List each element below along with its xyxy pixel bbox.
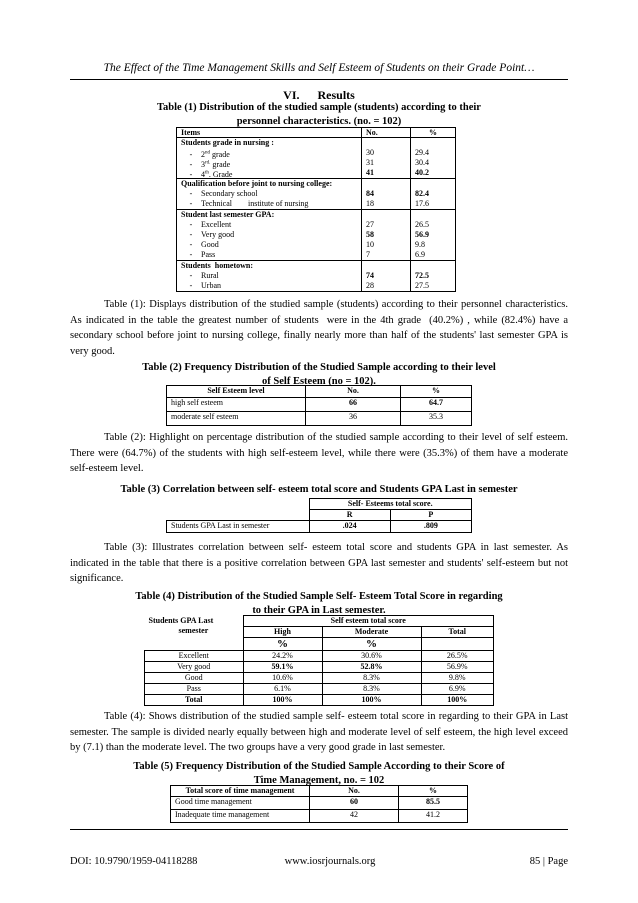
table3-col-p: P xyxy=(390,510,471,521)
table2-col-no: No. xyxy=(306,386,401,398)
table2-cell: 36 xyxy=(306,412,401,426)
table1-cell: 72.5 xyxy=(415,271,429,280)
table3-cell: Students GPA Last in semester xyxy=(167,521,310,533)
table3-corner xyxy=(167,499,310,521)
table1-cell: 31 xyxy=(366,158,374,167)
footer-page: 85 | Page xyxy=(529,856,568,867)
table4-group-header: Self esteem total score xyxy=(243,616,494,627)
table2-caption-line2: of Self Esteem (no = 102). xyxy=(262,376,376,387)
table1-cell: 27 xyxy=(366,220,374,229)
table4-cell: 8.3% xyxy=(322,673,421,684)
table4-row xyxy=(145,673,494,684)
table5-cell: 42 xyxy=(310,810,399,823)
table1-group-gpa-title: Student last semester GPA: xyxy=(181,210,275,219)
table4-total-row xyxy=(145,695,494,706)
table2-caption-line1: Table (2) Frequency Distribution of the Studied Sample according to their level xyxy=(142,362,496,373)
table2 xyxy=(166,385,472,426)
table4-cell: 8.3% xyxy=(322,684,421,695)
table1-group-gpa-no xyxy=(362,210,411,261)
table1-col-pct: % xyxy=(411,128,456,138)
running-header: The Effect of the Time Management Skills and Self Esteem of Students on their Grade Point… xyxy=(103,62,535,74)
table2-col-pct: % xyxy=(401,386,472,398)
table1-group-grade-title: Students grade in nursing : xyxy=(181,138,274,147)
table1-row: - Good xyxy=(189,240,219,249)
table1-cell: 29.4 xyxy=(415,148,429,157)
table4-caption-line1: Table (4) Distribution of the Studied Sample Self- Esteem Total Score in regarding xyxy=(135,591,503,602)
table1-cell: 30 xyxy=(366,148,374,157)
table1-row: - Urban xyxy=(189,281,221,290)
table1-cell: 6.9 xyxy=(415,250,425,259)
table4-cell: Excellent xyxy=(145,651,244,662)
table1-cell: 58 xyxy=(366,230,374,239)
table1-row: - Technical institute of nursing xyxy=(189,199,309,208)
table1-row: - Pass xyxy=(189,250,216,259)
table1-caption xyxy=(70,101,568,129)
table4-unit-moderate: % xyxy=(322,638,421,651)
table5-col-pct: % xyxy=(399,786,468,797)
table5-cell: Inadequate time management xyxy=(171,810,310,823)
table5-cell: Good time management xyxy=(171,797,310,810)
table2-cell: high self esteem xyxy=(167,398,306,412)
table1-group-grade-no xyxy=(362,138,411,179)
table3 xyxy=(166,498,472,533)
table1-group-grade-labels xyxy=(177,138,362,179)
table1-group-qualification xyxy=(177,179,456,210)
footer-rule xyxy=(70,829,568,830)
table1-row: - Secondary school xyxy=(189,189,258,198)
table1-col-no: No. xyxy=(362,128,411,138)
table1-cell: 7 xyxy=(366,250,370,259)
table4-row-header xyxy=(145,616,244,651)
table5-row xyxy=(171,797,468,810)
table1-group-hometown-no xyxy=(362,261,411,292)
table4 xyxy=(144,615,494,706)
table4-cell: 100% xyxy=(243,695,322,706)
table1-caption-line1: Table (1) Distribution of the studied sample (students) according to their xyxy=(157,102,481,113)
footer-doi: DOI: 10.9790/1959-04118288 xyxy=(70,856,198,867)
table3-row xyxy=(167,521,472,533)
table4-cell: 30.6% xyxy=(322,651,421,662)
table4-cell: Very good xyxy=(145,662,244,673)
table2-row xyxy=(167,398,472,412)
table1-group-hometown-title: Students hometown: xyxy=(181,261,254,270)
table2-col-level: Self Esteem level xyxy=(167,386,306,398)
table3-cell: .024 xyxy=(309,521,390,533)
table3-caption: Table (3) Correlation between self- esteem total score and Students GPA Last in semester xyxy=(120,484,518,495)
table2-cell: 35.3 xyxy=(401,412,472,426)
table4-cell: 24.2% xyxy=(243,651,322,662)
table2-cell: moderate self esteem xyxy=(167,412,306,426)
table5-caption-line1: Table (5) Frequency Distribution of the Studied Sample According to their Score of xyxy=(133,761,505,772)
table1-col-items: Items xyxy=(177,128,362,138)
paragraph-table1: Table (1): Displays distribution of the studied sample (students) according to their personnel characteristics. As indicated in the table the greatest number of students were in the 4th grade (40.2%) , while (82.4%) have a secondary school before joint to nursing college, finally nearly more than half of the students' last semester GPA is very good. xyxy=(70,299,568,357)
table5-cell: 85.5 xyxy=(399,797,468,810)
table5-col-no: No. xyxy=(310,786,399,797)
paragraph-table4: Table (4): Shows distribution of the studied sample self- esteem total score in regarding to their GPA in Last semester. The sample is divided nearly equally between high and moderate level of self esteem, the high level exceed by (7.1) than the moderate level. The two groups have a very good grade in last semester. xyxy=(70,711,568,753)
table3-group-header: Self- Esteems total score. xyxy=(309,499,472,510)
table1-header-row xyxy=(177,128,456,138)
table1-group-hometown-pct xyxy=(411,261,456,292)
table2-cell: 66 xyxy=(306,398,401,412)
table5-caption-line2: Time Management, no. = 102 xyxy=(253,775,385,786)
table4-cell: 10.6% xyxy=(243,673,322,684)
table1-cell: 82.4 xyxy=(415,189,429,198)
table4-col-moderate: Moderate xyxy=(322,627,421,638)
table1-cell: 9.8 xyxy=(415,240,425,249)
table1-caption-line2: personnel characteristics. (no. = 102) xyxy=(236,116,402,127)
table1-cell: 56.9 xyxy=(415,230,429,239)
table4-unit-high: % xyxy=(243,638,322,651)
table1-group-gpa-pct xyxy=(411,210,456,261)
table4-cell: 100% xyxy=(322,695,421,706)
table1-group-grade-pct xyxy=(411,138,456,179)
table4-cell: Total xyxy=(145,695,244,706)
table1-group-qualification-labels xyxy=(177,179,362,210)
table3-cell: .809 xyxy=(390,521,471,533)
table1-row: - 2nd grade xyxy=(189,149,230,159)
table5-col-score: Total score of time management xyxy=(171,786,310,797)
section-title: VI. Results xyxy=(283,88,355,102)
table4-header-row xyxy=(145,616,494,627)
table4-cell: 6.1% xyxy=(243,684,322,695)
table4-cell: 56.9% xyxy=(421,662,494,673)
table4-cell: Good xyxy=(145,673,244,684)
table5-row xyxy=(171,810,468,823)
table1-cell: 74 xyxy=(366,271,374,280)
table4-row-header-line2: semester xyxy=(178,625,209,635)
table4-cell: 59.1% xyxy=(243,662,322,673)
table1-group-qualification-pct xyxy=(411,179,456,210)
table1-cell: 26.5 xyxy=(415,220,429,229)
table1-group-qualification-title: Qualification before joint to nursing college: xyxy=(181,179,333,188)
table4-col-total: Total xyxy=(421,627,494,638)
table1-group-qualification-no xyxy=(362,179,411,210)
table4-cell: 52.8% xyxy=(322,662,421,673)
table1-cell: 40.2 xyxy=(415,168,429,177)
table4-unit-total xyxy=(421,638,494,651)
table1-cell: 27.5 xyxy=(415,281,429,290)
table4-cell: 9.8% xyxy=(421,673,494,684)
table3-header-row xyxy=(167,499,472,510)
table5-cell: 41.2 xyxy=(399,810,468,823)
table4-row xyxy=(145,684,494,695)
table4-cell: 100% xyxy=(421,695,494,706)
table2-header-row xyxy=(167,386,472,398)
header-rule xyxy=(70,79,568,80)
paragraph-table2: Table (2): Highlight on percentage distribution of the studied sample according to their level of self esteem. There were (64.7%) of the students with high self-esteem level, while there were (35.3%) of them have a moderate self-esteem level. xyxy=(70,432,568,474)
table1-cell: 18 xyxy=(366,199,374,208)
table1-group-gpa xyxy=(177,210,456,261)
table3-col-r: R xyxy=(309,510,390,521)
table2-row xyxy=(167,412,472,426)
table1-cell: 10 xyxy=(366,240,374,249)
table4-caption-line2: to their GPA in Last semester. xyxy=(252,605,386,616)
table4-col-high: High xyxy=(243,627,322,638)
table4-cell: 26.5% xyxy=(421,651,494,662)
table1-row: - Excellent xyxy=(189,220,232,229)
table1-group-hometown xyxy=(177,261,456,292)
table1-group-hometown-labels xyxy=(177,261,362,292)
table1-row: - Rural xyxy=(189,271,219,280)
table4-cell: Pass xyxy=(145,684,244,695)
table4-row-header-line1: Students GPA Last xyxy=(148,615,214,625)
table5-header-row xyxy=(171,786,468,797)
table1 xyxy=(176,127,456,292)
table1-group-grade xyxy=(177,138,456,179)
table4-row xyxy=(145,651,494,662)
table1-cell: 17.6 xyxy=(415,199,429,208)
table5 xyxy=(170,785,468,823)
table1-cell: 41 xyxy=(366,168,374,177)
table4-row xyxy=(145,662,494,673)
table1-cell: 28 xyxy=(366,281,374,290)
table4-caption xyxy=(70,590,568,618)
table5-caption xyxy=(70,760,568,788)
table1-group-gpa-labels xyxy=(177,210,362,261)
table2-cell: 64.7 xyxy=(401,398,472,412)
table4-cell: 6.9% xyxy=(421,684,494,695)
table1-cell: 30.4 xyxy=(415,158,429,167)
table1-row: - Very good xyxy=(189,230,235,239)
footer-site: www.iosrjournals.org xyxy=(284,856,376,867)
paragraph-table3: Table (3): Illustrates correlation between self- esteem total score and students GPA in last semester. As indicated in the table that there is a positive correlation between GPA last semester and students' self-esteem but not significance. xyxy=(70,542,568,584)
table1-row: - 4th. Grade xyxy=(189,169,233,179)
table5-cell: 60 xyxy=(310,797,399,810)
table1-row: - $3^{rd.}$ grade xyxy=(189,159,231,169)
table1-cell: 84 xyxy=(366,189,374,198)
